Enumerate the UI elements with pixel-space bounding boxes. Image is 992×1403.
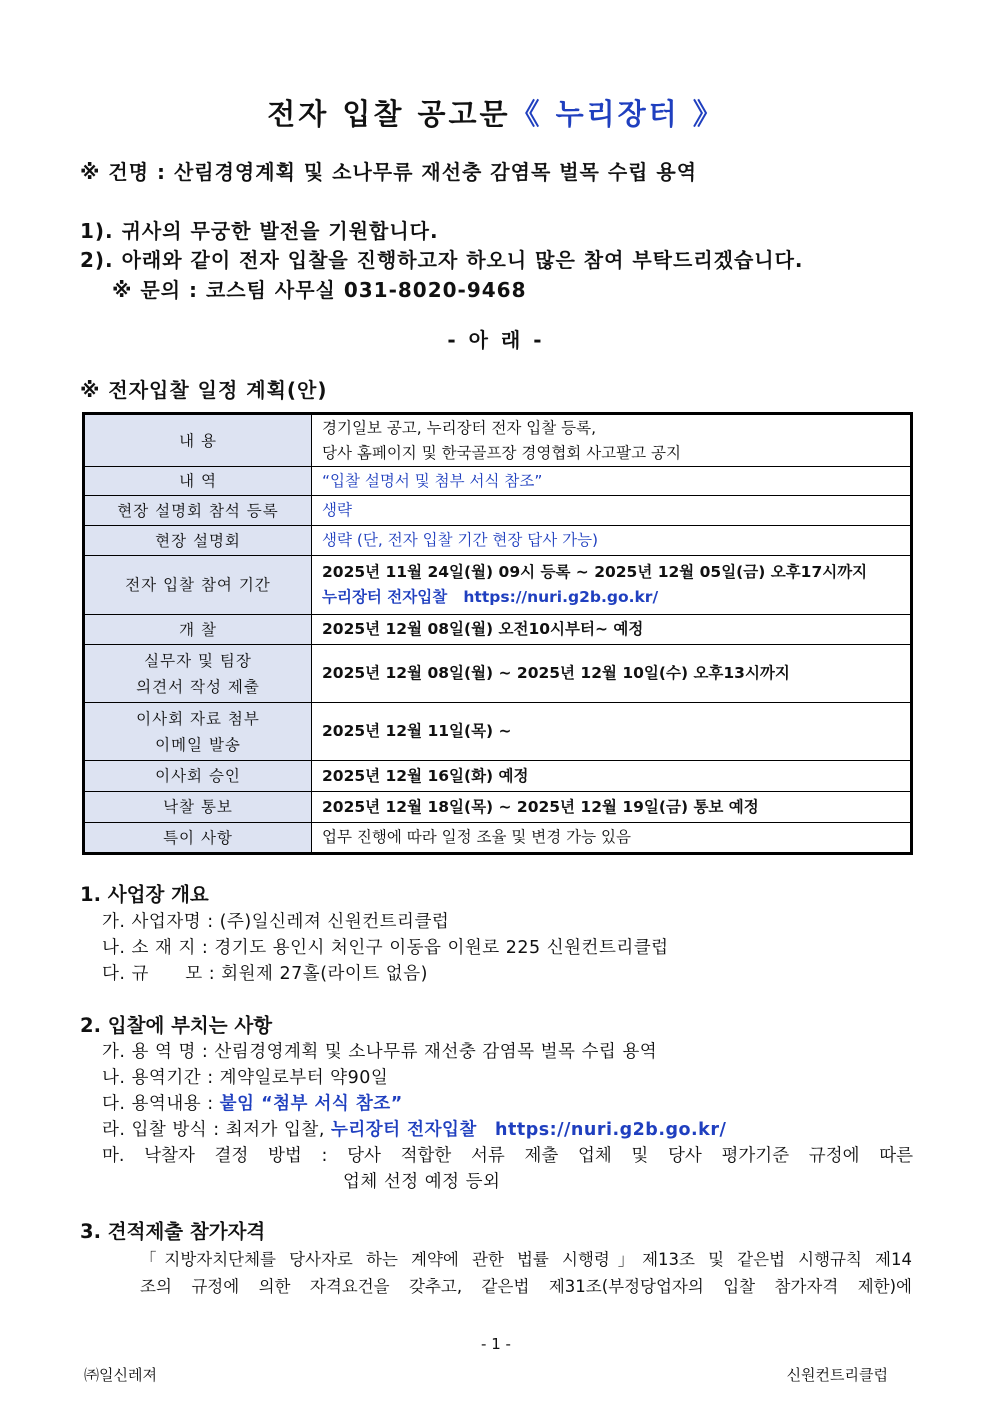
row-label: 개 찰 xyxy=(84,615,312,645)
row-value: 2025년 12월 18일(목) ~ 2025년 12월 19일(금) 통보 예정 xyxy=(312,792,912,823)
value-line: 당사 홈페이지 및 한국골프장 경영협회 사고팔고 공지 xyxy=(322,443,681,462)
table-row xyxy=(84,496,912,526)
section-3-paragraph: 조의 규정에 의한 자격요건을 갖추고, 같은법 제31조(부정당업자의 입찰 참가자격 제한)에 xyxy=(140,1277,912,1296)
value-line: 경기일보 공고, 누리장터 전자 입찰 등록, xyxy=(322,418,597,437)
row-value xyxy=(312,414,912,467)
footer-left: ㈜일신레져 xyxy=(84,1366,157,1384)
item-value: 붙임 “첨부 서식 참조” xyxy=(219,1094,403,1114)
section-1-item: 다. 규 모 : 회원제 27홀(라이트 없음) xyxy=(102,964,428,984)
page-number: - 1 - xyxy=(481,1335,511,1353)
row-label: 현장 설명회 참석 등록 xyxy=(84,496,312,526)
value-line: 2025년 11월 24일(월) 09시 등록 ~ 2025년 12월 05일(금) 오후17시까지 xyxy=(322,563,868,581)
table-row xyxy=(84,761,912,792)
row-label: 낙찰 통보 xyxy=(84,792,312,823)
table-row xyxy=(84,703,912,761)
section-2-heading: 2. 입찰에 부치는 사항 xyxy=(80,1014,273,1037)
label-line: 실무자 및 팀장 xyxy=(144,651,252,670)
section-3-heading: 3. 견적제출 참가자격 xyxy=(80,1220,266,1243)
row-label: 특이 사항 xyxy=(84,823,312,854)
schedule-table xyxy=(82,412,913,855)
section-1-heading: 1. 사업장 개요 xyxy=(80,883,209,906)
section-1-item: 가. 사업자명 : (주)일신레져 신원컨트리클럽 xyxy=(102,912,450,932)
table-row xyxy=(84,467,912,496)
intro-line-2: 2). 아래와 같이 전자 입찰을 진행하고자 하오니 많은 참여 부탁드리겠습니다. xyxy=(80,248,804,272)
row-label: 이사회 승인 xyxy=(84,761,312,792)
footer-right: 신원컨트리클럽 xyxy=(786,1366,888,1384)
row-label: 전자 입찰 참여 기간 xyxy=(84,556,312,615)
section-2-item xyxy=(102,1090,403,1115)
row-value: 2025년 12월 16일(화) 예정 xyxy=(312,761,912,792)
row-value: 생략 xyxy=(312,496,912,526)
subject-line: ※ 건명 : 산림경영계획 및 소나무류 재선충 감염목 벌목 수립 용역 xyxy=(80,160,698,184)
table-row xyxy=(84,526,912,556)
section-2-item xyxy=(102,1116,726,1141)
section-2-item: 마. 낙찰자 결정 방법 : 당사 적합한 서류 제출 업체 및 당사 평가기준 규정에 따른 xyxy=(102,1146,913,1166)
row-label xyxy=(84,703,312,761)
row-value: 2025년 12월 08일(월) ~ 2025년 12월 10일(수) 오후13시까지 xyxy=(312,645,912,703)
nuri-label: 누리장터 전자입찰 xyxy=(322,588,448,606)
label-line: 이사회 자료 첨부 xyxy=(136,709,260,728)
item-prefix: 다. 용역내용 : xyxy=(102,1094,220,1114)
table-row xyxy=(84,615,912,645)
table-row xyxy=(84,414,912,467)
title-main: 전자 입찰 공고문 xyxy=(267,97,511,131)
section-1-item: 나. 소 재 지 : 경기도 용인시 처인구 이동읍 이원로 225 신원컨트리클럽 xyxy=(102,938,669,958)
row-label: 내 역 xyxy=(84,467,312,496)
schedule-heading: ※ 전자입찰 일정 계획(안) xyxy=(80,378,328,402)
row-value: 업무 진행에 따라 일정 조율 및 변경 가능 있음 xyxy=(312,823,912,854)
label-line: 이메일 발송 xyxy=(155,735,241,754)
row-value: 2025년 12월 08일(월) 오전10시부터~ 예정 xyxy=(312,615,912,645)
row-label: 내 용 xyxy=(84,414,312,467)
item-prefix: 라. 입찰 방식 : 최저가 입찰, xyxy=(102,1120,331,1140)
item-value: 누리장터 전자입찰 xyxy=(330,1120,477,1140)
value-line xyxy=(322,585,910,610)
section-2-item: 나. 용역기간 : 계약일로부터 약90일 xyxy=(102,1068,389,1088)
row-value: 2025년 12월 11일(목) ~ xyxy=(312,703,912,761)
document-title xyxy=(0,92,992,133)
row-value: 생략 (단, 전자 입찰 기간 현장 답사 가능) xyxy=(312,526,912,556)
table-row xyxy=(84,792,912,823)
intro-line-1: 1). 귀사의 무궁한 발전을 기원합니다. xyxy=(80,219,439,243)
row-label xyxy=(84,645,312,703)
row-value: “입찰 설명서 및 첨부 서식 참조” xyxy=(312,467,912,496)
table-row xyxy=(84,556,912,615)
table-row xyxy=(84,823,912,854)
section-2-item-continued: 업체 선정 예정 등외 xyxy=(343,1172,501,1192)
table-row xyxy=(84,645,912,703)
below-heading: - 아 래 - xyxy=(447,328,545,352)
label-line: 의견서 작성 제출 xyxy=(136,677,260,696)
row-label: 현장 설명회 xyxy=(84,526,312,556)
nuri-link[interactable]: https://nuri.g2b.go.kr/ xyxy=(463,588,659,606)
contact-line: ※ 문의 : 코스팀 사무실 031-8020-9468 xyxy=(112,278,527,302)
section-2-item: 가. 용 역 명 : 산림경영계획 및 소나무류 재선충 감염목 벌목 수립 용역 xyxy=(102,1042,658,1062)
title-sub: 《 누리장터 》 xyxy=(510,97,725,131)
row-value xyxy=(312,556,912,615)
nuri-link[interactable]: https://nuri.g2b.go.kr/ xyxy=(495,1120,727,1140)
section-3-paragraph: 「지방자치단체를 당사자로 하는 계약에 관한 법률 시행령」제13조 및 같은법 시행규칙 제14 xyxy=(140,1250,912,1269)
